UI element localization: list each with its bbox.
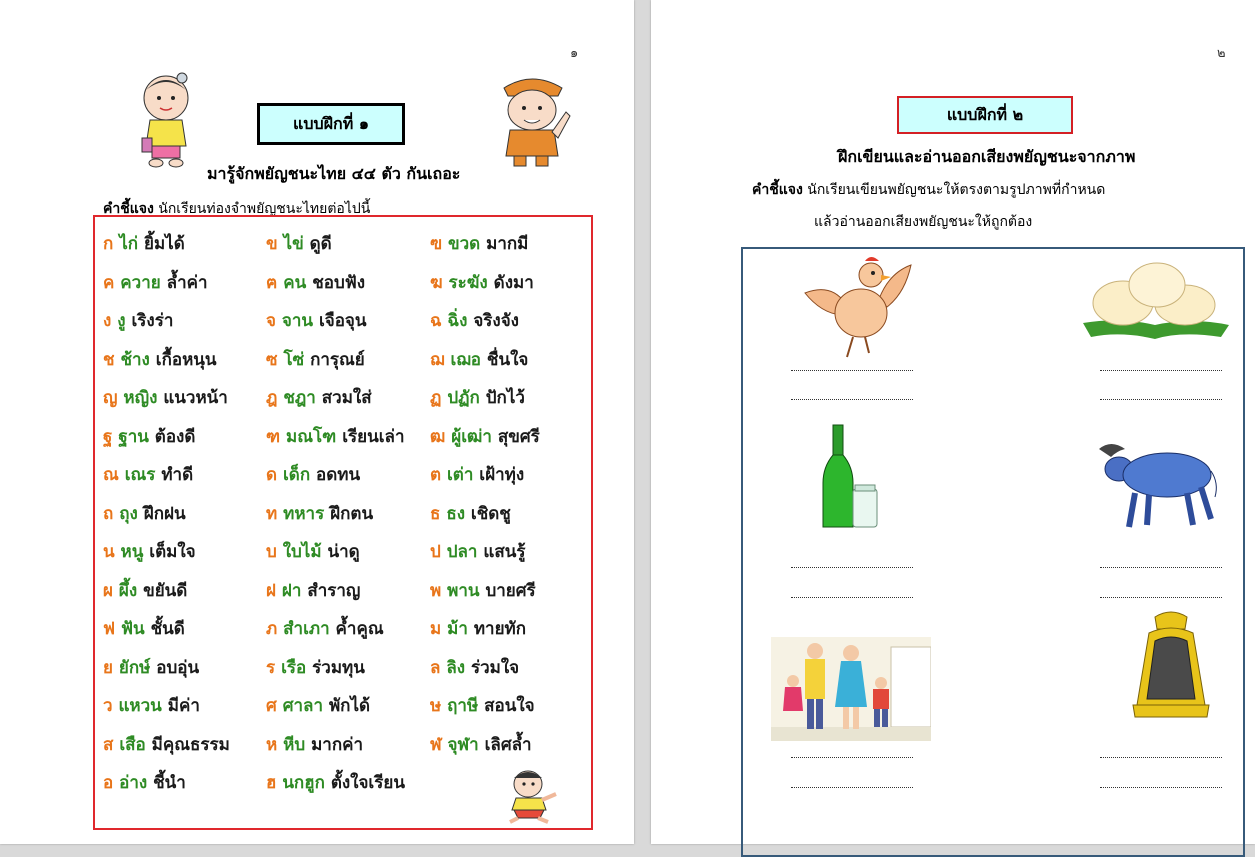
- consonant-entry: [266, 615, 384, 642]
- consonant-entry: [266, 769, 405, 796]
- answer-line[interactable]: [1100, 597, 1222, 598]
- consonant-entry: [266, 538, 360, 565]
- answer-line[interactable]: [1100, 399, 1222, 400]
- consonant-entry: [266, 500, 373, 527]
- consonant-word: ฉิ่ง: [447, 311, 468, 331]
- consonant-word: นกฮูก: [282, 773, 325, 793]
- consonant-letter: ฃ: [430, 234, 443, 254]
- consonant-letter: ฮ: [266, 773, 277, 793]
- consonant-word: ชฎา: [283, 388, 316, 408]
- consonant-phrase: ชั้นดี: [150, 619, 185, 639]
- consonant-entry: [430, 538, 526, 565]
- consonant-phrase: ชี้นำ: [153, 773, 186, 793]
- consonant-phrase: มีคุณธรรม: [151, 734, 230, 755]
- running-boy-icon: [500, 766, 562, 824]
- consonant-phrase: เชิดชู: [470, 503, 511, 524]
- consonant-phrase: ดูดี: [309, 234, 332, 254]
- consonant-word: ไก่: [119, 234, 139, 254]
- consonant-letter: พ: [430, 580, 442, 601]
- consonant-phrase: พักได้: [328, 696, 371, 716]
- exercise-title: แบบฝึกที่ ๒: [897, 96, 1073, 134]
- consonant-letter: ว: [103, 696, 113, 716]
- answer-line[interactable]: [791, 597, 913, 598]
- consonant-word: หีบ: [283, 734, 306, 755]
- consonant-letter: จ: [266, 311, 276, 331]
- consonant-entry: [103, 500, 186, 527]
- consonant-entry: [103, 269, 208, 296]
- consonant-phrase: น่าดู: [327, 542, 360, 562]
- consonant-phrase: สำราญ: [307, 580, 361, 601]
- consonant-entry: [103, 692, 200, 719]
- consonant-word: จุฬา: [447, 734, 479, 755]
- consonant-entry: [103, 577, 187, 604]
- answer-line[interactable]: [791, 787, 913, 788]
- page-number: ๒: [1217, 46, 1226, 61]
- consonant-entry: [103, 769, 186, 796]
- consonant-word: หนู: [120, 542, 144, 562]
- consonant-letter: ษ: [430, 696, 442, 716]
- instruction-label: คำชี้แจง: [103, 201, 154, 217]
- consonant-word: ฟัน: [120, 619, 145, 639]
- answer-line[interactable]: [1100, 757, 1222, 758]
- consonant-phrase: อดทน: [316, 465, 361, 485]
- consonant-phrase: การุณย์: [310, 349, 365, 370]
- consonant-entry: [430, 423, 540, 450]
- consonant-phrase: มีค่า: [167, 696, 200, 716]
- consonant-phrase: ตั้งใจเรียน: [330, 773, 405, 793]
- worksheet-page-1: [0, 0, 634, 844]
- consonant-letter: ร: [266, 657, 276, 678]
- consonant-letter: ศ: [266, 696, 277, 716]
- consonant-entry: [430, 307, 519, 334]
- consonant-word: หญิง: [123, 388, 158, 408]
- consonant-word: โซ่: [283, 349, 305, 370]
- consonant-word: ลิง: [446, 657, 466, 678]
- consonant-word: แหวน: [118, 696, 162, 716]
- consonant-letter: อ: [103, 773, 114, 793]
- doctor-boy-icon: [132, 68, 200, 168]
- answer-line[interactable]: [791, 757, 913, 758]
- instruction-text: นักเรียนเขียนพยัญชนะให้ตรงตามรูปภาพที่กำหนด: [807, 182, 1106, 198]
- consonant-word: ถุง: [119, 503, 138, 524]
- consonant-word: ม้า: [447, 619, 468, 639]
- consonant-entry: [266, 384, 372, 411]
- consonant-phrase: สวมใส่: [321, 388, 372, 408]
- consonant-letter: ป: [430, 542, 441, 562]
- consonant-word: เด็ก: [282, 465, 311, 485]
- consonant-entry: [103, 538, 196, 565]
- exercise-subtitle: ฝึกเขียนและอ่านออกเสียงพยัญชนะจากภาพ: [838, 147, 1136, 166]
- consonant-letter: ฐ: [103, 426, 113, 447]
- consonant-entry: [103, 461, 193, 488]
- consonant-letter: ด: [266, 465, 278, 485]
- consonant-letter: ณ: [103, 465, 119, 485]
- consonant-letter: ฑ: [266, 426, 281, 447]
- consonant-letter: ฆ: [430, 272, 443, 293]
- consonant-entry: [103, 615, 185, 642]
- consonant-letter: ผ: [103, 580, 113, 601]
- consonant-phrase: เลิศล้ำ: [484, 734, 532, 755]
- instruction-text: นักเรียนท่องจำพยัญชนะไทยต่อไปนี้: [158, 201, 371, 217]
- exercise-title: แบบฝึกที่ ๑: [258, 104, 404, 144]
- consonant-entry: [266, 230, 332, 257]
- consonant-entry: [430, 346, 528, 373]
- picture-exercise-box: [741, 247, 1245, 857]
- consonant-phrase: บายศรี: [485, 580, 536, 601]
- consonant-letter: ล: [430, 657, 441, 678]
- consonant-phrase: เจือจุน: [318, 311, 367, 331]
- consonant-phrase: มากมี: [486, 234, 529, 254]
- consonant-word: ควาย: [120, 272, 161, 293]
- consonant-entry: [266, 461, 360, 488]
- consonant-phrase: ชอบฟัง: [312, 272, 366, 293]
- consonant-word: ผู้เฒ่า: [451, 426, 492, 447]
- consonant-word: ธง: [446, 503, 465, 524]
- consonant-entry: [103, 384, 228, 411]
- consonant-phrase: ชื่นใจ: [486, 349, 529, 370]
- consonant-word: อ่าง: [119, 773, 148, 793]
- consonant-letter: ต: [430, 465, 442, 485]
- consonant-word: เฌอ: [450, 349, 481, 370]
- consonant-phrase: เรียนเล่า: [342, 426, 405, 447]
- consonant-letter: ซ: [266, 349, 278, 370]
- consonant-letter: ย: [103, 657, 113, 678]
- consonant-entry: [430, 269, 534, 296]
- consonant-word: ฐาน: [118, 426, 149, 447]
- exercise-subtitle: มารู้จักพยัญชนะไทย ๔๔ ตัว กันเถอะ: [207, 164, 461, 183]
- consonant-entry: [266, 654, 365, 681]
- consonant-word: ฤาษี: [447, 696, 479, 716]
- consonant-word: เต่า: [446, 465, 474, 485]
- consonant-word: พาน: [447, 580, 480, 601]
- consonant-letter: ค: [103, 272, 115, 293]
- instruction-label: คำชี้แจง: [752, 182, 803, 198]
- consonant-entry: [430, 615, 526, 642]
- consonant-phrase: ค้ำคูณ: [335, 619, 384, 639]
- instruction: [752, 179, 1105, 201]
- consonant-entry: [430, 500, 511, 527]
- consonant-entry: [266, 346, 365, 373]
- consonant-phrase: สอนใจ: [484, 696, 535, 716]
- consonant-letter: ฬ: [430, 734, 442, 755]
- consonant-word: มณโฑ: [286, 426, 337, 447]
- consonant-phrase: ฝึกตน: [330, 503, 374, 524]
- consonant-word: ช้าง: [120, 349, 150, 370]
- consonant-phrase: แนวหน้า: [163, 388, 228, 408]
- family-icon: [771, 637, 931, 741]
- consonant-word: งู: [117, 311, 126, 331]
- consonant-entry: [103, 423, 195, 450]
- consonant-letter: ห: [266, 734, 278, 755]
- consonant-phrase: เริงร่า: [131, 311, 174, 331]
- consonant-word: เสือ: [119, 734, 146, 755]
- consonant-phrase: ล้ำค่า: [166, 272, 208, 293]
- consonant-word: ปลา: [446, 542, 478, 562]
- buffalo-icon: [1095, 435, 1221, 531]
- consonant-letter: ฉ: [430, 311, 442, 331]
- consonant-phrase: มากค่า: [311, 734, 364, 755]
- consonant-phrase: เฝ้าทุ่ง: [479, 465, 525, 485]
- consonant-entry: [266, 692, 370, 719]
- consonant-word: เรือ: [281, 657, 307, 678]
- consonant-entry: [430, 692, 535, 719]
- consonant-entry: [103, 346, 217, 373]
- consonant-word: ขวด: [447, 234, 481, 254]
- answer-line[interactable]: [791, 399, 913, 400]
- consonant-word: คน: [283, 272, 307, 293]
- consonant-entry: [430, 654, 519, 681]
- consonant-phrase: เต็มใจ: [149, 542, 196, 562]
- answer-line[interactable]: [1100, 370, 1222, 371]
- consonant-phrase: ดังมา: [493, 272, 534, 293]
- answer-line[interactable]: [791, 567, 913, 568]
- eggs-icon: [1081, 259, 1231, 347]
- worksheet-page-2: [651, 0, 1255, 844]
- consonant-word: ไข่: [283, 234, 304, 254]
- consonant-letter: ข: [266, 234, 278, 254]
- consonant-word: ยักษ์: [118, 657, 151, 678]
- consonant-word: ผึ้ง: [118, 580, 138, 601]
- bottle-jar-icon: [821, 423, 883, 535]
- consonant-word: สำเภา: [283, 619, 330, 639]
- consonant-letter: ฅ: [266, 272, 278, 293]
- consonant-phrase: ต้องดี: [154, 426, 196, 447]
- consonant-letter: ฝ: [266, 580, 276, 601]
- consonant-phrase: จริงจัง: [473, 311, 519, 331]
- answer-line[interactable]: [1100, 567, 1222, 568]
- consonant-phrase: เกื้อหนุน: [155, 349, 217, 370]
- instruction-line-2: แล้วอ่านออกเสียงพยัญชนะให้ถูกต้อง: [814, 214, 1033, 230]
- consonant-letter: ช: [103, 349, 115, 370]
- chicken-icon: [801, 253, 915, 361]
- consonant-letter: ธ: [430, 503, 441, 524]
- consonant-word: ทหาร: [283, 503, 325, 524]
- consonant-entry: [430, 577, 536, 604]
- consonant-letter: ถ: [103, 503, 114, 524]
- page-number: ๑: [570, 46, 579, 61]
- consonant-entry: [103, 654, 199, 681]
- consonant-phrase: ยิ้มได้: [143, 234, 185, 254]
- consonant-letter: ส: [103, 734, 114, 755]
- consonant-letter: บ: [266, 542, 277, 562]
- sailor-boy-icon: [492, 68, 574, 170]
- consonant-phrase: ทำดี: [161, 465, 194, 485]
- consonant-letter: ง: [103, 311, 112, 331]
- consonant-phrase: ร่วมทุน: [312, 657, 365, 678]
- consonant-letter: ก: [103, 234, 114, 254]
- consonant-letter: น: [103, 542, 115, 562]
- consonant-phrase: สุขศรี: [497, 426, 540, 447]
- consonant-entry: [430, 731, 532, 758]
- consonant-letter: ฎ: [266, 388, 278, 408]
- answer-line[interactable]: [1100, 787, 1222, 788]
- consonant-entry: [266, 423, 405, 450]
- consonant-letter: ท: [266, 503, 278, 524]
- consonant-entry: [430, 230, 528, 257]
- consonant-phrase: ทายทัก: [473, 619, 527, 639]
- consonant-phrase: ร่วมใจ: [470, 657, 520, 678]
- answer-line[interactable]: [791, 370, 913, 371]
- consonant-entry: [430, 461, 524, 488]
- consonant-letter: ฒ: [430, 426, 446, 447]
- consonant-entry: [103, 230, 185, 257]
- consonant-entry: [430, 384, 525, 411]
- consonant-word: ศาลา: [282, 696, 324, 716]
- consonant-word: จาน: [281, 311, 314, 331]
- consonant-entry: [266, 577, 360, 604]
- consonant-phrase: ฝึกฝน: [143, 503, 186, 524]
- consonant-letter: ฏ: [430, 388, 442, 408]
- consonant-phrase: อบอุ่น: [156, 657, 200, 678]
- consonant-word: ใบไม้: [282, 542, 322, 562]
- consonant-word: ฝา: [281, 580, 302, 601]
- consonant-entry: [266, 731, 363, 758]
- consonant-word: ปฏัก: [447, 388, 480, 408]
- consonant-entry: [103, 307, 173, 334]
- consonant-phrase: ปักไว้: [485, 388, 525, 408]
- consonant-letter: ฌ: [430, 349, 445, 370]
- consonant-word: ระฆัง: [448, 272, 488, 293]
- bell-icon: [1125, 611, 1217, 725]
- consonant-letter: ญ: [103, 388, 118, 408]
- consonant-letter: ฟ: [103, 619, 116, 639]
- consonant-letter: ม: [430, 619, 442, 639]
- consonant-letter: ภ: [266, 619, 278, 639]
- consonant-phrase: แสนรู้: [483, 542, 526, 562]
- consonant-entry: [266, 307, 367, 334]
- consonant-word: เณร: [124, 465, 156, 485]
- consonant-phrase: ขยันดี: [143, 580, 188, 601]
- consonant-entry: [266, 269, 365, 296]
- consonant-entry: [103, 731, 230, 758]
